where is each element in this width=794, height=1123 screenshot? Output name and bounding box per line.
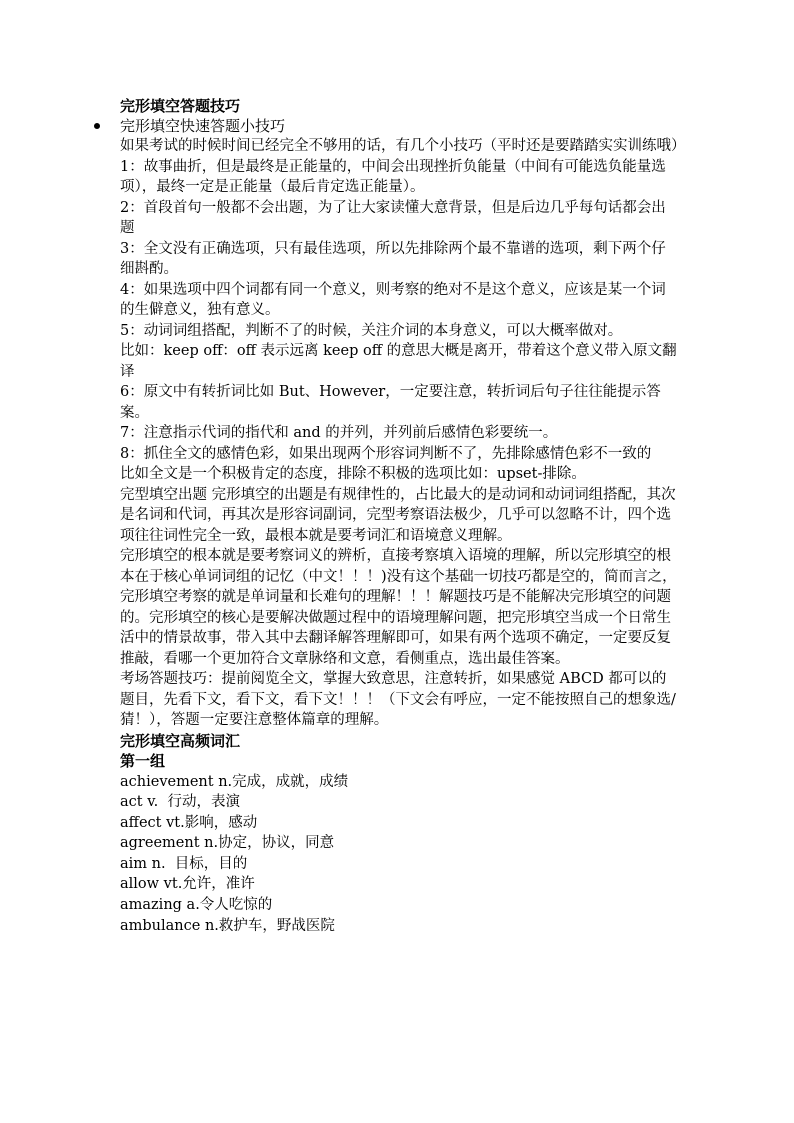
group-heading: 第一组: [120, 751, 166, 770]
paragraph: 5：动词词组搭配，判断不了的时候，关注介词的本身意义，可以大概率做对。: [120, 322, 623, 339]
bullet-item-text: 完形填空快速答题小技巧: [120, 117, 286, 135]
vocab-item: aim n. 目标，目的: [120, 855, 248, 872]
vocab-list: [120, 772, 680, 937]
vocab-heading: 完形填空高频词汇: [120, 731, 241, 750]
paragraph: 7：注意指示代词的指代和 and 的并列，并列前后感情色彩要统一。: [120, 425, 558, 441]
paragraph: 8：抓住全文的感情色彩，如果出现两个形容词判断不了，先排除感情色彩不一致的: [120, 445, 652, 462]
vocab-item: agreement n.协定，协议，同意: [120, 835, 335, 852]
vocab-item: affect vt.影响，感动: [120, 814, 258, 831]
bullet-list-item: [120, 116, 680, 136]
paragraph: 如果考试的时候时间已经完全不够用的话，有几个小技巧（平时还是要踏踏实实训练哦）: [120, 138, 686, 154]
vocab-item: achievement n.完成，成就，成绩: [120, 773, 349, 790]
paragraph: 4：如果选项中四个词都有同一个意义，则考察的绝对不是这个意义，应该是某一个词的生僻意义，独有意义。: [120, 281, 666, 318]
paragraph: 6：原文中有转折词比如 But、However，一定要注意，转折词后句子往往能提示答案。: [120, 384, 661, 421]
vocab-item: amazing a.令人吃惊的: [120, 897, 273, 914]
vocab-item: ambulance n.救护车，野战医院: [120, 917, 335, 934]
paragraph: 3：全文没有正确选项，只有最佳选项，所以先排除两个最不靠谱的选项，剩下两个仔细斟酌。: [120, 240, 666, 277]
paragraph: 完型填空出题 完形填空的出题是有规律性的，占比最大的是动词和动词词组搭配，其次是名词和代词，再其次是形容词副词，完型考察语法极少，几乎可以忽略不计，四个选项往往词性完全一致，最根本就是要考词汇和语境意义理解。: [120, 486, 676, 544]
document-title: 完形填空答题技巧: [120, 97, 241, 115]
paragraph-list: [120, 136, 686, 731]
paragraph: 比如：keep off：off 表示远离 keep off 的意思大概是离开，带着这个意义带入原文翻译: [120, 343, 677, 380]
vocab-item: act v. 行动，表演: [120, 794, 240, 811]
document-content: [120, 96, 686, 936]
bullet-icon: [94, 123, 100, 129]
paragraph: 考场答题技巧：提前阅览全文，掌握大致意思，注意转折，如果感觉 ABCD 都可以的题目，先看下文，看下文，看下文！！！（下文会有呼应，一定不能按照自己的想象选/猜！），答题一定要注意整体篇章的理解。: [120, 671, 676, 728]
paragraph: 比如全文是一个积极肯定的态度，排除不积极的选项比如：upset-排除。: [120, 466, 586, 482]
paragraph: 2：首段首句一般都不会出题，为了让大家读懂大意背景，但是后边几乎每句话都会出题: [120, 199, 666, 236]
paragraph: 完形填空的根本就是要考察词义的辨析，直接考察填入语境的理解，所以完形填空的根本在于核心单词词组的记忆（中文！！！)没有这个基础一切技巧都是空的，简而言之，完形填空考察的就是单词量和长难句的理解！！！解题技巧是不能解决完形填空的问题的。完形填空的核心是要解决做题过程中的语境理解问题，把完形填空当成一个日常生活中的情景故事，带入其中去翻译解答理解即可，如果有两个选项不确定，一定要反复推敲，看哪一个更加符合文章脉络和文意，看侧重点，选出最佳答案。: [120, 548, 677, 667]
vocab-item: allow vt.允许，准许: [120, 876, 255, 893]
paragraph: 1：故事曲折，但是最终是正能量的，中间会出现挫折负能量（中间有可能选负能量选项），最终一定是正能量（最后肯定选正能量）。: [120, 158, 666, 195]
